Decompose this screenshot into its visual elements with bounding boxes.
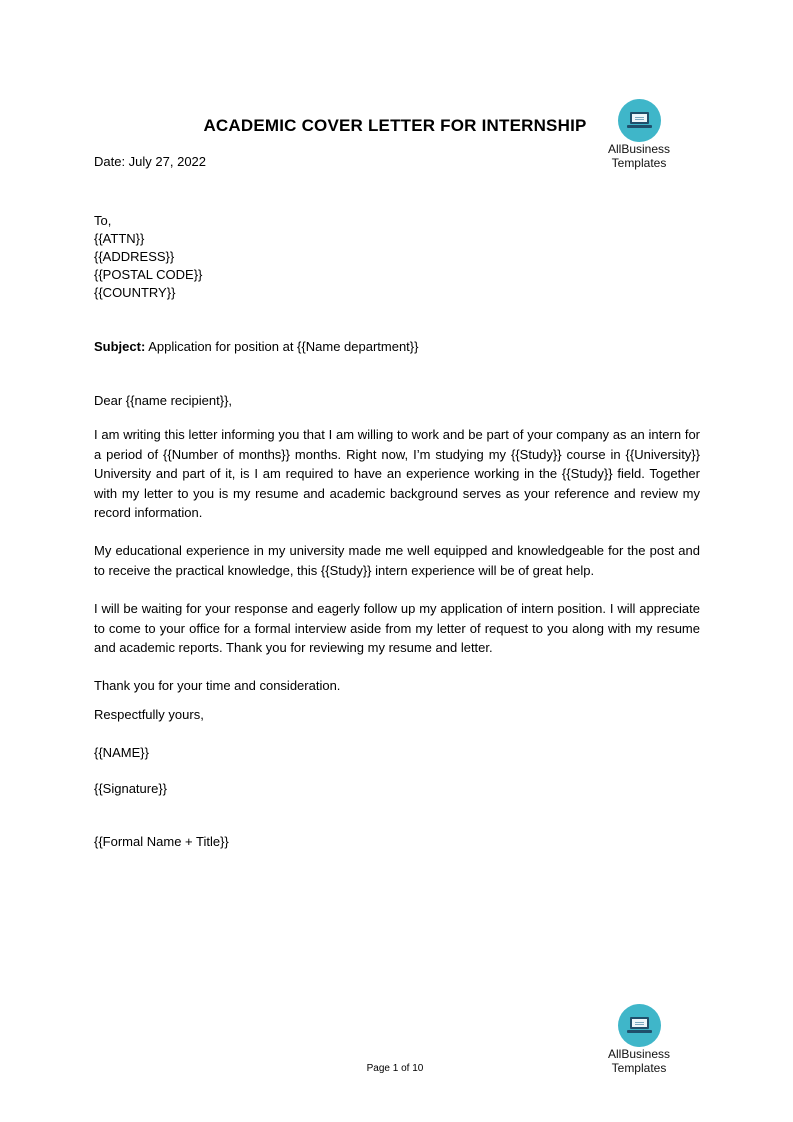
address-to: To, — [94, 213, 112, 228]
header-logo — [599, 99, 679, 170]
logo-line2: Templates — [611, 156, 667, 170]
address-country: {{COUNTRY}} — [94, 285, 176, 300]
document-title: ACADEMIC COVER LETTER FOR INTERNSHIP — [203, 116, 587, 135]
logo-line1: AllBusiness — [607, 142, 671, 156]
salutation: Dear {{name recipient}}, — [94, 393, 233, 408]
sender-signature: {{Signature}} — [94, 781, 168, 796]
closing-line: Respectfully yours, — [94, 707, 204, 722]
footer-logo-line2: Templates — [611, 1061, 667, 1075]
body-paragraph-3: I will be waiting for your response and eagerly follow up my application of intern position. I will appreciate to come to your office for a formal interview aside from my letter of request to you along with my resume and academic reports. Thank you for reviewing my resume and letter. — [94, 601, 700, 655]
body-paragraph-1: I am writing this letter informing you that I am willing to work and be part of your company as an intern for a period of {{Number of months}} months. Right now, I’m studying my {{Study}} course in {{University}} University and part of it, is I am required to have an experience working in the {{Study}} field. Together with my letter to you is my resume and academic background serves as your reference and review my record information. — [94, 427, 700, 520]
sender-formal-name: {{Formal Name + Title}} — [94, 834, 229, 849]
subject-text: Application for position at {{Name department}} — [145, 339, 419, 354]
footer-logo-line1: AllBusiness — [607, 1047, 671, 1061]
letter-date: Date: July 27, 2022 — [94, 154, 207, 169]
sender-name: {{NAME}} — [94, 745, 149, 760]
page-number: Page 1 of 10 — [366, 1063, 424, 1074]
laptop-icon — [618, 1004, 661, 1047]
address-street: {{ADDRESS}} — [94, 249, 175, 264]
subject-line — [94, 338, 418, 356]
subject-label: Subject: — [94, 339, 146, 354]
address-postal-code: {{POSTAL CODE}} — [94, 267, 203, 282]
thanks-line: Thank you for your time and consideration. — [94, 678, 341, 693]
address-attn: {{ATTN}} — [94, 231, 145, 246]
body-paragraph-2: My educational experience in my university made me well equipped and knowledgeable for the post and to receive the practical knowledge, this {{Study}} intern experience will be of great help. — [94, 543, 700, 578]
laptop-icon — [618, 99, 661, 142]
